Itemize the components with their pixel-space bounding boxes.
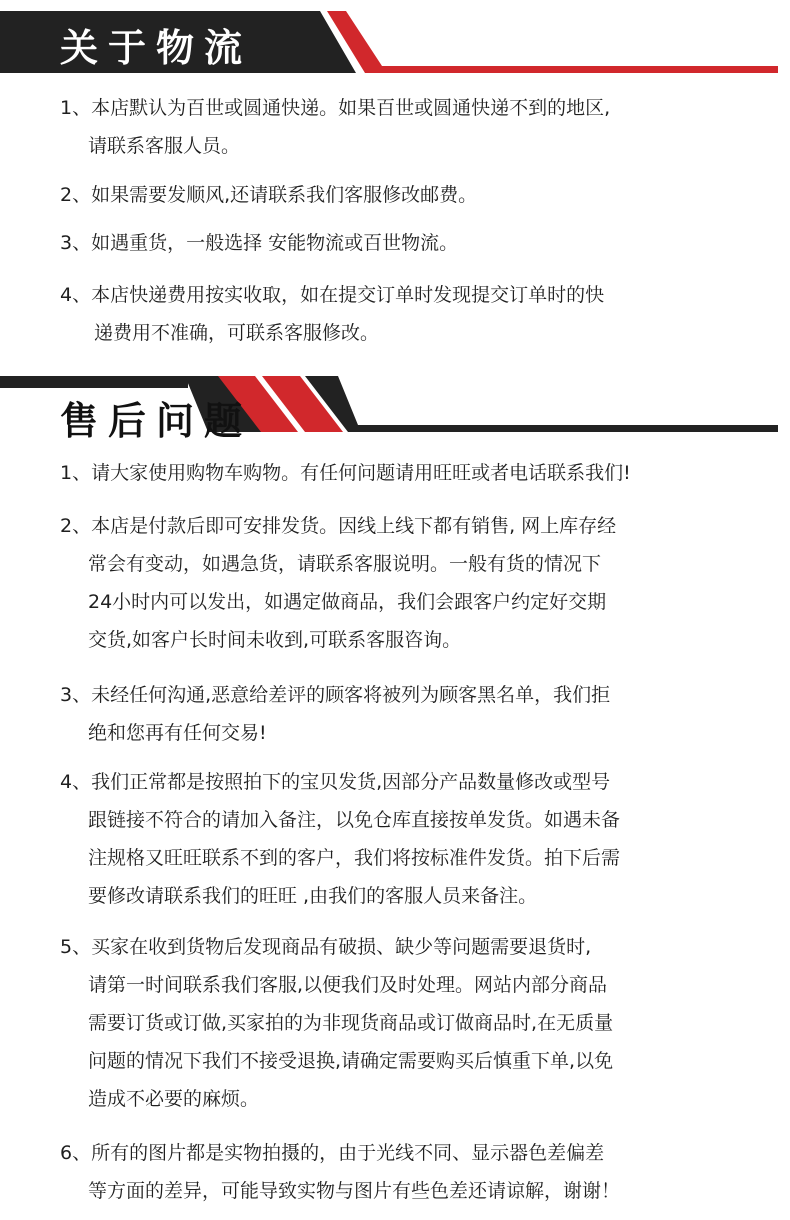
item-line: 6、所有的图片都是实物拍摄的，由于光线不同、显示器色差偏差 [60, 1142, 605, 1164]
item-line: 绝和您再有任何交易! [88, 722, 267, 744]
list-item [60, 276, 760, 352]
header-thin-bar [0, 376, 188, 388]
list-item [60, 224, 760, 262]
list-item [60, 763, 760, 915]
item-line: 常会有变动，如遇急货，请联系客服说明。一般有货的情况下 [88, 553, 602, 575]
item-line: 问题的情况下我们不接受退换,请确定需要购买后慎重下单,以免 [88, 1050, 614, 1072]
item-line: 递费用不准确，可联系客服修改。 [94, 322, 380, 344]
item-line: 3、未经任何沟通,恶意给差评的顾客将被列为顾客黑名单，我们拒 [60, 684, 611, 706]
header-red-slash-line [327, 11, 778, 73]
list-item [60, 454, 760, 492]
item-line: 1、请大家使用购物车购物。有任何问题请用旺旺或者电话联系我们! [60, 462, 631, 484]
item-line: 等方面的差异，可能导致实物与图片有些色差还请谅解，谢谢！ [88, 1180, 621, 1202]
item-line: 请第一时间联系我们客服,以便我们及时处理。网站内部分商品 [88, 974, 608, 996]
section-title: 关于物流 [60, 26, 253, 70]
item-line: 需要订货或订做,买家拍的为非现货商品或订做商品时,在无质量 [88, 1012, 614, 1034]
item-line: 2、本店是付款后即可安排发货。因线上线下都有销售, 网上库存经 [60, 515, 617, 537]
item-line: 5、买家在收到货物后发现商品有破损、缺少等问题需要退货时, [60, 936, 592, 958]
list-item [60, 89, 760, 165]
list-item [60, 507, 760, 659]
item-line: 4、本店快递费用按实收取，如在提交订单时发现提交订单时的快 [60, 284, 605, 306]
item-line: 造成不必要的麻烦。 [88, 1088, 260, 1110]
item-line: 注规格又旺旺联系不到的客户，我们将按标准件发货。拍下后需 [88, 847, 621, 869]
list-item [60, 1134, 760, 1210]
item-line: 请联系客服人员。 [88, 135, 241, 157]
item-line: 3、如遇重货，一般选择 安能物流或百世物流。 [60, 232, 459, 254]
item-line: 1、本店默认为百世或圆通快递。如果百世或圆通快递不到的地区, [60, 97, 611, 119]
section-title: 售后问题 [60, 399, 253, 443]
item-line: 2、如果需要发顺风,还请联系我们客服修改邮费。 [60, 184, 478, 206]
item-line: 24小时内可以发出，如遇定做商品，我们会跟客户约定好交期 [88, 591, 607, 613]
list-item [60, 676, 760, 752]
header-black-slash-line [305, 376, 778, 432]
list-item [60, 928, 760, 1118]
section-header-logistics [0, 0, 790, 80]
list-item [60, 176, 760, 214]
item-line: 4、我们正常都是按照拍下的宝贝发货,因部分产品数量修改或型号 [60, 771, 611, 793]
item-line: 跟链接不符合的请加入备注，以免仓库直接按单发货。如遇未备 [88, 809, 621, 831]
item-line: 交货,如客户长时间未收到,可联系客服咨询。 [88, 629, 462, 651]
item-line: 要修改请联系我们的旺旺 ,由我们的客服人员来备注。 [88, 885, 538, 907]
section-header-after-sales [0, 365, 790, 445]
